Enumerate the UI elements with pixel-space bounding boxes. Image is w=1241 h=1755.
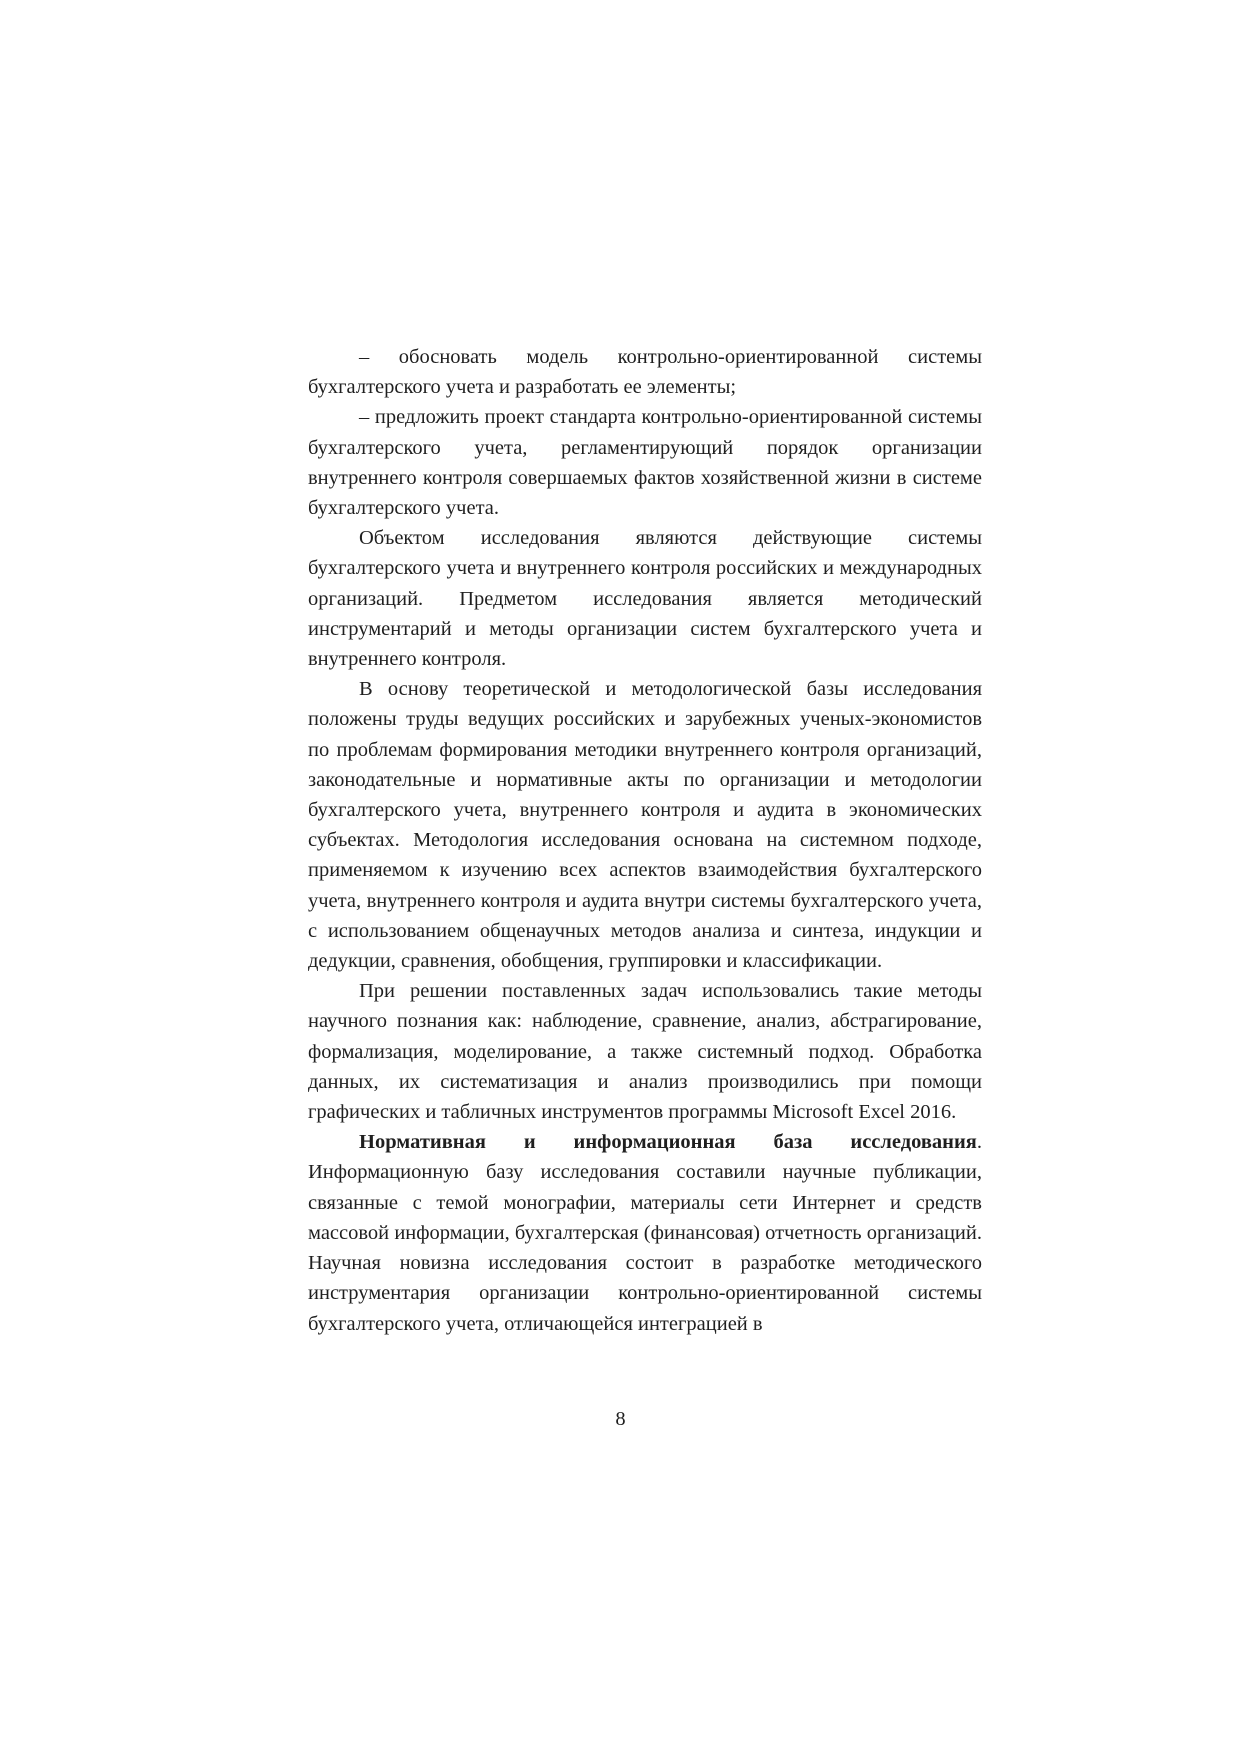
paragraph-task-standard: – предложить проект стандарта контрольно-ориентированной системы бухгалтерского учета, регламентирующий порядок организации внутреннего контроля совершаемых фактов хозяйственной жизни в системе бухгалтерского учета. (308, 406, 982, 520)
paragraph-methodology: В основу теоретической и методологической базы исследования положены труды ведущих российских и зарубежных ученых-экономистов по проблемам формирования методики внутреннего контроля организаций, законодательные и нормативные акты по организации и методологии бухгалтерского учета, внутреннего контроля и аудита в экономических субъектах. Методология исследования основана на системном подходе, применяемом к изучению всех аспектов взаимодействия бухгалтерского учета, внутреннего контроля и аудита внутри системы бухгалтерского учета, с использованием общенаучных методов анализа и синтеза, индукции и дедукции, сравнения, обобщения, группировки и классификации. (308, 678, 982, 973)
paragraph-information-base (308, 1127, 982, 1338)
paragraph-methods: При решении поставленных задач использовались такие методы научного познания как: наблюдение, сравнение, анализ, абстрагирование, формализация, моделирование, а также системный подход. Обработка данных, их систематизация и анализ производились при помощи графических и табличных инструментов программы Microsoft Excel 2016. (308, 980, 982, 1124)
page-number: 8 (615, 1408, 626, 1430)
paragraph-object-subject: Объектом исследования являются действующие системы бухгалтерского учета и внутреннего контроля российских и международных организаций. Предметом исследования является методический инструментарий и методы организации систем бухгалтерского учета и внутреннего контроля. (308, 527, 982, 671)
body-text (308, 342, 982, 1339)
heading-period: . (976, 1131, 982, 1154)
paragraph-heading: Нормативная и информационная база исследования (359, 1131, 977, 1154)
paragraph-information-text: Информационную базу исследования составили научные публикации, связанные с темой монографии, материалы сети Интернет и средств массовой информации, бухгалтерская (финансовая) отчетность организаций. Научная новизна исследования состоит в разработке методического инструментария организации контрольно-ориентированной системы бухгалтерского учета, отличающейся интеграцией в (308, 1161, 982, 1335)
paragraph-task-model: – обосновать модель контрольно-ориентированной системы бухгалтерского учета и разработать ее элементы; (308, 346, 982, 399)
